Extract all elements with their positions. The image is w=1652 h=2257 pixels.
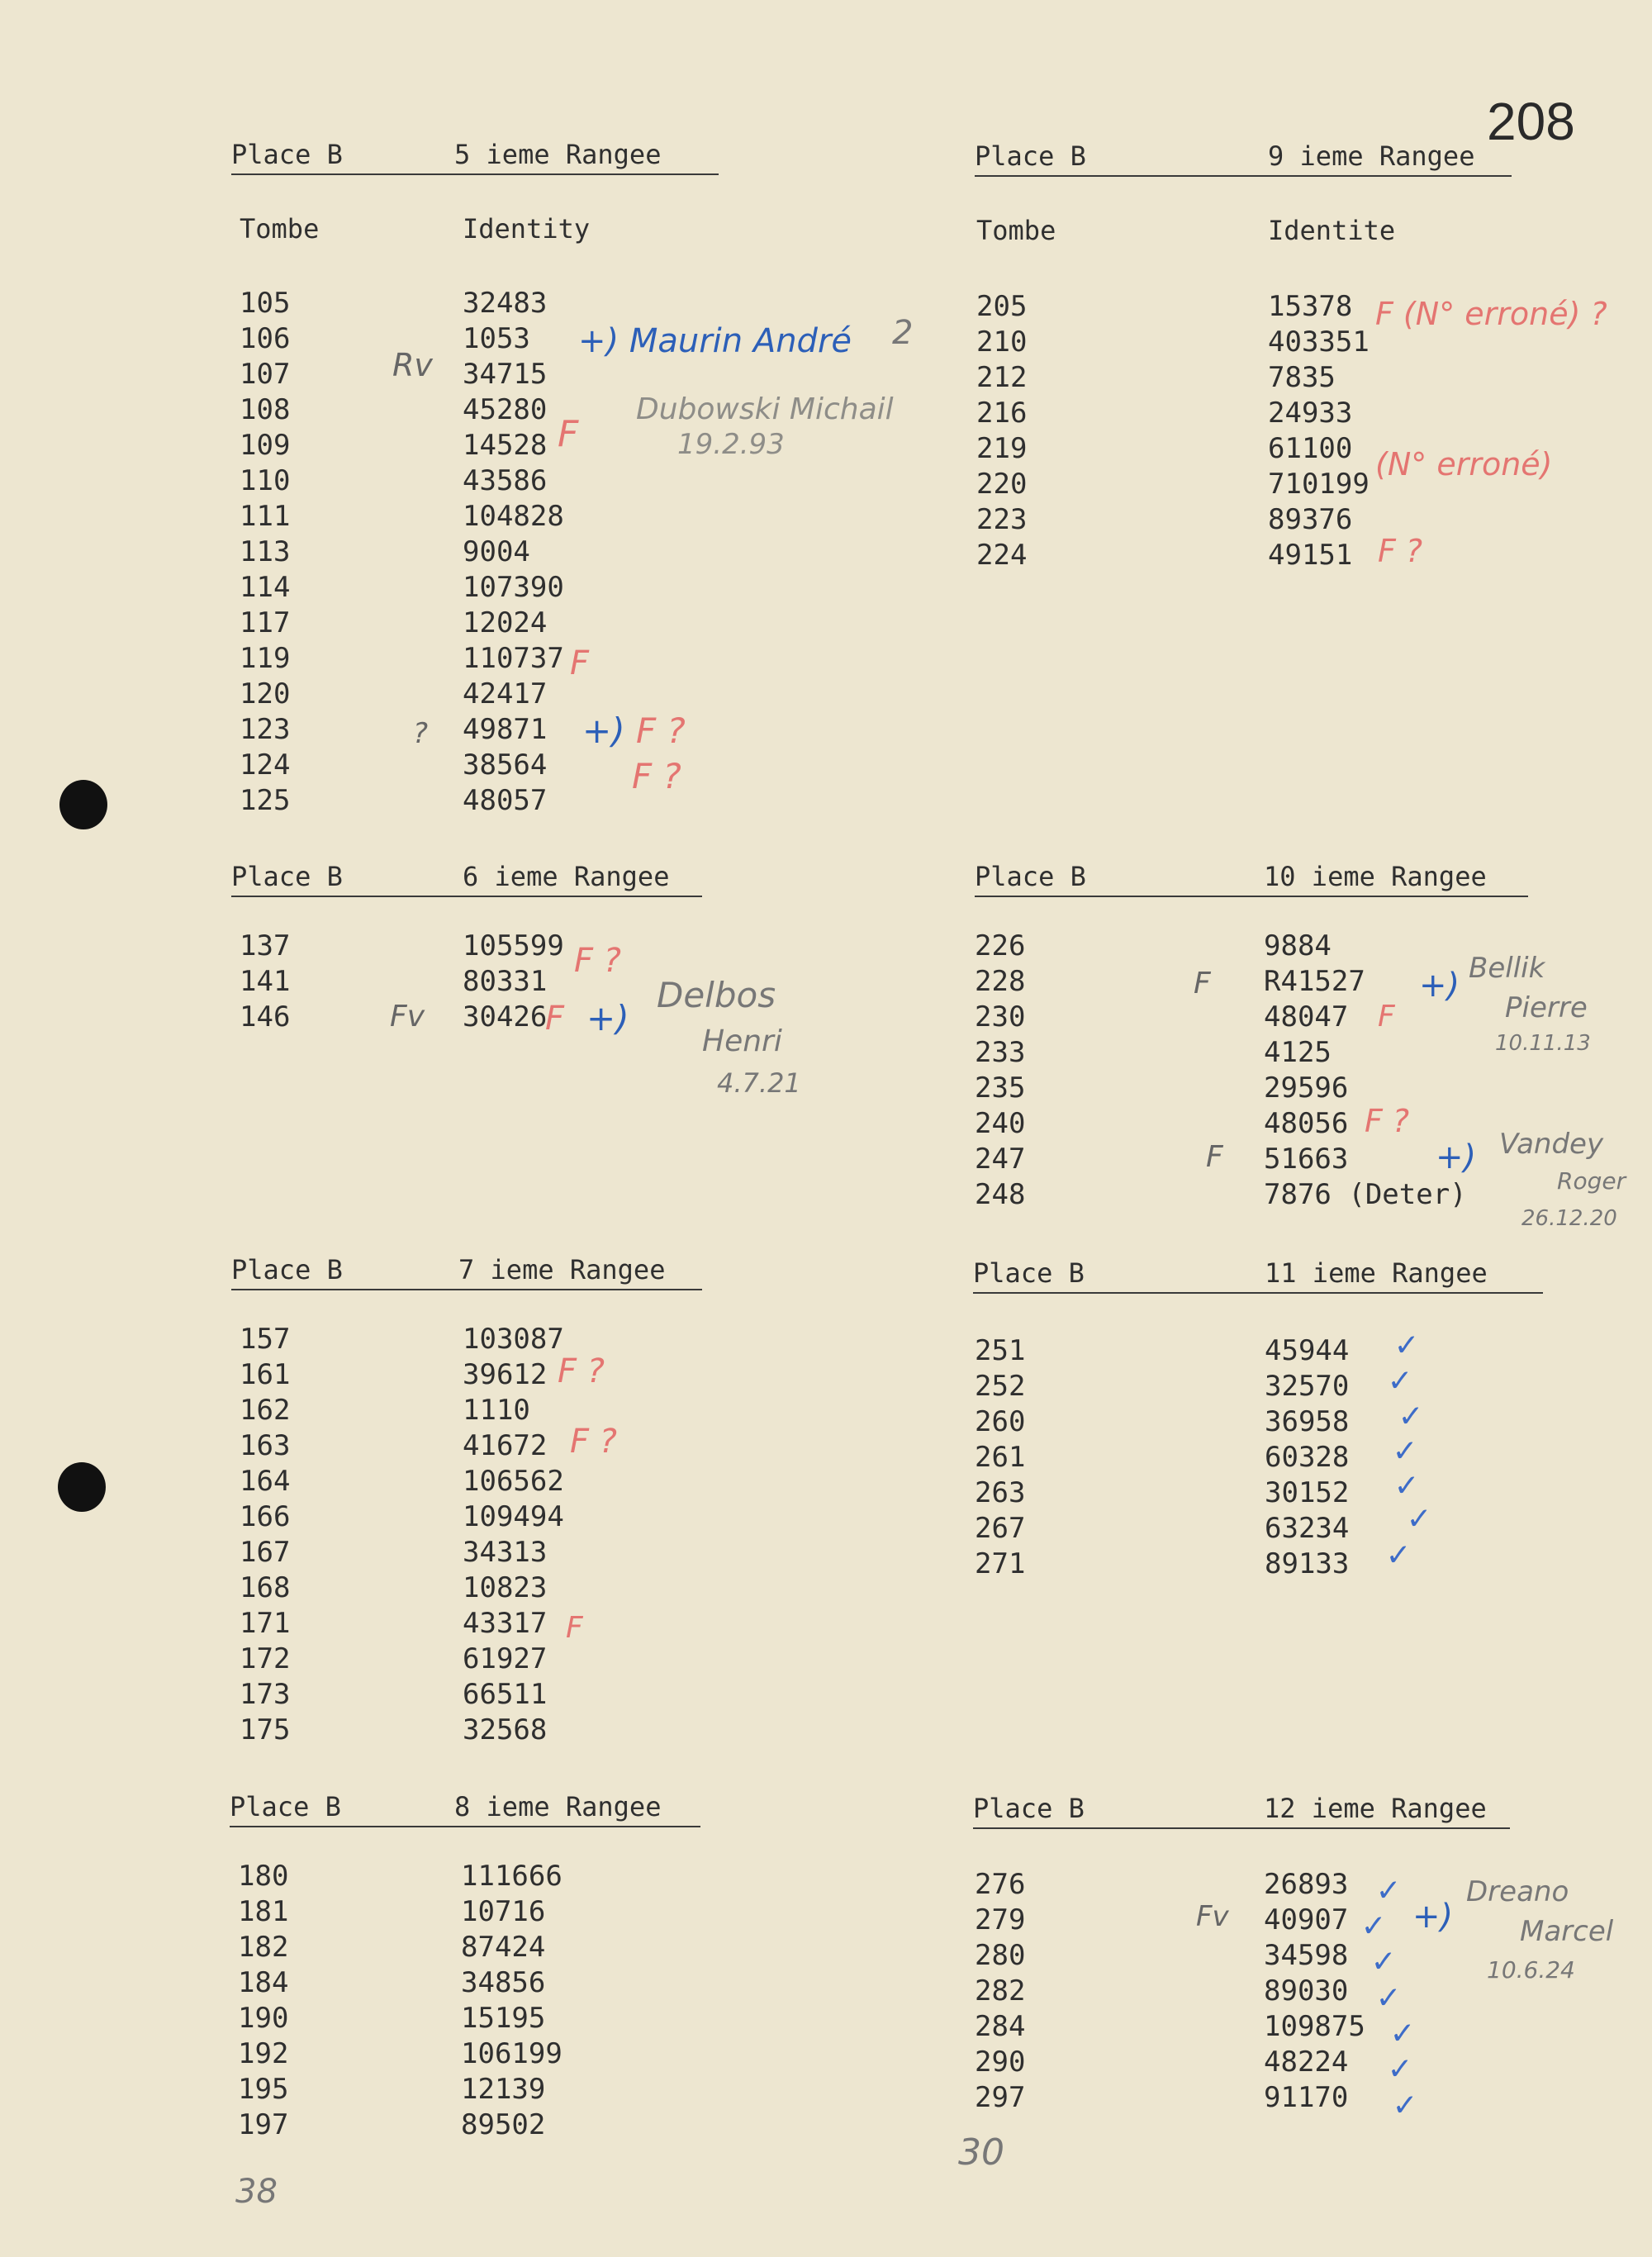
tombe-number: 220: [976, 468, 1028, 501]
section-row-8: [230, 1791, 890, 2221]
tombe-number: 282: [975, 1974, 1026, 2008]
identity-number: 36958: [1265, 1405, 1350, 1438]
identity-number: 110737: [463, 642, 564, 675]
identity-number: 45280: [463, 393, 548, 426]
tombe-number: 166: [240, 1500, 291, 1533]
section-header: [975, 861, 1635, 902]
identity-number: 106562: [463, 1465, 564, 1498]
identity-number: 106199: [461, 2037, 563, 2070]
entry-row: [231, 1393, 892, 1428]
header-underline: [231, 1289, 702, 1290]
entry-row: [973, 1475, 1634, 1511]
annotation-f-109: F: [558, 413, 579, 455]
tombe-number: 197: [238, 2108, 289, 2141]
identity-number: 42417: [463, 677, 548, 710]
checkmark-icon: ✓: [1389, 1359, 1411, 1399]
checkmark-icon: ✓: [1394, 1429, 1416, 1470]
tombe-number: 164: [240, 1465, 291, 1498]
annotation-dubowski: Dubowski Michail: [636, 392, 894, 426]
entry-row: [231, 606, 892, 641]
identity-number: 26893: [1264, 1868, 1349, 1901]
tombe-number: 247: [975, 1143, 1026, 1176]
annotation-dreano-date: 10.6.24: [1487, 1956, 1575, 1984]
annotation-f-error-220: (N° erroné): [1375, 446, 1553, 482]
entry-row: [231, 1499, 892, 1535]
entry-row: [230, 1859, 890, 1894]
header-underline: [975, 896, 1528, 897]
identity-number: 710199: [1268, 468, 1370, 501]
identity-number: 15195: [461, 2002, 546, 2035]
identity-number: 87424: [461, 1931, 546, 1964]
checkmark-icon: ✓: [1408, 1497, 1430, 1537]
entry-row: [973, 1547, 1634, 1582]
entry-row: [230, 2072, 890, 2107]
checkmark-icon: ✓: [1373, 1940, 1394, 1980]
checkmark-icon: ✓: [1388, 1533, 1409, 1574]
annotation-f-230: F: [1378, 1000, 1395, 1033]
tombe-number: 125: [240, 784, 291, 817]
annotation-fv-146: Fv: [390, 1000, 425, 1033]
annotation-f-146: F: [545, 1000, 565, 1038]
identity-number: 107390: [463, 571, 564, 604]
annotation-fq-137: F ?: [574, 942, 621, 980]
entry-row: [231, 1606, 892, 1642]
place-label: Place B: [230, 1791, 341, 1822]
header-underline: [231, 173, 719, 175]
annotation-bottom-left: 38: [235, 2173, 278, 2211]
entry-row: [231, 929, 892, 964]
identity-number: 24933: [1268, 397, 1353, 430]
tombe-number: 290: [975, 2046, 1026, 2079]
column-header-identity: Identity: [463, 213, 591, 245]
identity-number: 63234: [1265, 1512, 1350, 1545]
place-label: Place B: [975, 861, 1086, 892]
entry-row: [973, 1511, 1634, 1547]
tombe-number: 226: [975, 929, 1026, 962]
tombe-number: 284: [975, 2010, 1026, 2043]
identity-number: 49151: [1268, 539, 1353, 572]
entry-row: [231, 357, 892, 392]
annotation-fq-123: F ?: [636, 710, 686, 751]
annotation-cross-123: +): [582, 710, 625, 751]
tombe-number: 167: [240, 1536, 291, 1569]
identity-number: R41527: [1264, 965, 1365, 998]
tombe-number: 267: [975, 1512, 1026, 1545]
place-label: Place B: [231, 861, 343, 892]
identity-number: 89030: [1264, 1974, 1349, 2008]
header-underline: [231, 896, 702, 897]
annotation-f-228: F: [1194, 967, 1211, 1000]
section-row-11: [973, 1257, 1634, 1687]
row-label: 10 ieme Rangee: [1264, 861, 1487, 892]
tombe-number: 212: [976, 361, 1028, 394]
checkmark-icon: ✓: [1363, 1904, 1384, 1945]
identity-number: 61100: [1268, 432, 1353, 465]
identity-number: 45944: [1265, 1334, 1350, 1367]
column-header-tombe: Tombe: [976, 215, 1056, 246]
row-label: 6 ieme Rangee: [463, 861, 670, 892]
identity-number: 34715: [463, 358, 548, 391]
entry-row: [230, 1894, 890, 1930]
tombe-number: 248: [975, 1178, 1026, 1211]
identity-number: 43317: [463, 1607, 548, 1640]
identity-number: 10823: [463, 1571, 548, 1604]
checkmark-icon: ✓: [1392, 2012, 1413, 2052]
annotation-cross-279: +): [1412, 1898, 1454, 1936]
section-row-7: [231, 1254, 892, 1746]
identity-number: 15378: [1268, 290, 1353, 323]
punch-hole-top: [59, 780, 107, 829]
tombe-number: 205: [976, 290, 1028, 323]
identity-number: 38564: [463, 748, 548, 782]
entry-row: [230, 2107, 890, 2143]
entry-list: [230, 1859, 890, 2143]
column-header-tombe: Tombe: [240, 213, 320, 245]
tombe-number: 210: [976, 325, 1028, 359]
tombe-number: 105: [240, 287, 291, 320]
entry-row: [973, 1369, 1634, 1404]
entry-row: [231, 570, 892, 606]
entry-row: [975, 1071, 1635, 1106]
identity-number: 14528: [463, 429, 548, 462]
annotation-delbos-first: Henri: [702, 1024, 782, 1058]
annotation-cross-146: +): [586, 998, 629, 1038]
identity-number: 7835: [1268, 361, 1336, 394]
annotation-cross-247: +): [1436, 1138, 1477, 1176]
identity-number: 1053: [463, 322, 530, 355]
entry-row: [231, 499, 892, 535]
entry-list: [973, 1333, 1634, 1582]
tombe-number: 110: [240, 464, 291, 497]
identity-number: 48057: [463, 784, 548, 817]
annotation-fq-124: F ?: [632, 756, 681, 796]
identity-number: 12139: [461, 2073, 546, 2106]
entry-row: [231, 748, 892, 783]
tombe-number: 181: [238, 1895, 289, 1928]
identity-number: 80331: [463, 965, 548, 998]
identity-number: 41672: [463, 1429, 548, 1462]
annotation-bellik: Bellik: [1469, 952, 1545, 985]
identity-number: 111666: [461, 1860, 563, 1893]
tombe-number: 106: [240, 322, 291, 355]
row-label: 7 ieme Rangee: [458, 1254, 666, 1285]
identity-number: 60328: [1265, 1441, 1350, 1474]
entry-row: [231, 535, 892, 570]
identity-number: 105599: [463, 929, 564, 962]
row-label: 9 ieme Rangee: [1268, 140, 1475, 172]
identity-number: 109494: [463, 1500, 564, 1533]
punch-hole-bottom: [58, 1462, 106, 1512]
tombe-number: 111: [240, 500, 291, 533]
annotation-maurin: +) Maurin André: [578, 322, 852, 360]
tombe-number: 124: [240, 748, 291, 782]
header-underline: [975, 175, 1512, 177]
section-header: [975, 140, 1635, 182]
section-header: [973, 1257, 1634, 1299]
annotation-vandey: Vandey: [1499, 1128, 1604, 1161]
tombe-number: 109: [240, 429, 291, 462]
place-label: Place B: [231, 139, 343, 170]
tombe-number: 113: [240, 535, 291, 568]
identity-number: 39612: [463, 1358, 548, 1391]
tombe-number: 224: [976, 539, 1028, 572]
entry-row: [975, 538, 1635, 573]
tombe-number: 172: [240, 1642, 291, 1675]
place-label: Place B: [973, 1793, 1085, 1824]
tombe-number: 195: [238, 2073, 289, 2106]
annotation-delbos-date: 4.7.21: [717, 1067, 801, 1099]
annotation-dubowski-date: 19.2.93: [677, 428, 785, 461]
identity-number: 29596: [1264, 1071, 1349, 1105]
identity-number: 89133: [1265, 1547, 1350, 1580]
entry-row: [231, 1464, 892, 1499]
row-label: 12 ieme Rangee: [1264, 1793, 1487, 1824]
tombe-number: 108: [240, 393, 291, 426]
identity-number: 49871: [463, 713, 548, 746]
tombe-number: 141: [240, 965, 291, 998]
checkmark-icon: ✓: [1378, 1869, 1399, 1909]
tombe-number: 228: [975, 965, 1026, 998]
entry-row: [973, 2045, 1634, 2080]
section-row-12: [973, 1793, 1634, 2222]
tombe-number: 263: [975, 1476, 1026, 1509]
checkmark-icon: ✓: [1396, 1464, 1417, 1504]
identity-number: 32568: [463, 1713, 548, 1746]
tombe-number: 297: [975, 2081, 1026, 2114]
tombe-number: 119: [240, 642, 291, 675]
entry-row: [973, 1440, 1634, 1475]
tombe-number: 162: [240, 1394, 291, 1427]
tombe-number: 180: [238, 1860, 289, 1893]
identity-number: 34598: [1264, 1939, 1349, 1972]
annotation-delbos: Delbos: [657, 975, 776, 1015]
identity-number: 12024: [463, 606, 548, 639]
annotation-vandey-date: 26.12.20: [1521, 1206, 1617, 1231]
annotation-dreano-first: Marcel: [1520, 1915, 1614, 1948]
identity-number: 10716: [461, 1895, 546, 1928]
identity-number: 91170: [1264, 2081, 1349, 2114]
tombe-number: 190: [238, 2002, 289, 2035]
annotation-f-171: F: [566, 1611, 583, 1645]
annotation-fq-224: F ?: [1378, 533, 1423, 569]
tombe-number: 271: [975, 1547, 1026, 1580]
identity-number: 89376: [1268, 503, 1353, 536]
checkmark-icon: ✓: [1389, 2047, 1411, 2088]
tombe-number: 251: [975, 1334, 1026, 1367]
tombe-number: 233: [975, 1036, 1026, 1069]
identity-number: 104828: [463, 500, 564, 533]
entry-row: [230, 2001, 890, 2036]
checkmark-icon: ✓: [1400, 1395, 1422, 1435]
entry-row: [975, 502, 1635, 538]
tombe-number: 261: [975, 1441, 1026, 1474]
checkmark-icon: ✓: [1378, 1976, 1399, 2017]
entry-row: [231, 1713, 892, 1748]
entry-row: [230, 1965, 890, 2001]
identity-number: 51663: [1264, 1143, 1349, 1176]
place-label: Place B: [231, 1254, 343, 1285]
column-header-identite: Identite: [1268, 215, 1396, 246]
entry-row: [231, 712, 892, 748]
tombe-number: 137: [240, 929, 291, 962]
annotation-fq-240: F ?: [1365, 1103, 1410, 1139]
section-header: [231, 139, 892, 180]
tombe-number: 182: [238, 1931, 289, 1964]
identity-number: 103087: [463, 1323, 564, 1356]
tombe-number: 260: [975, 1405, 1026, 1438]
tombe-number: 123: [240, 713, 291, 746]
row-label: 11 ieme Rangee: [1265, 1257, 1488, 1289]
entry-row: [231, 964, 892, 1000]
identity-number: 30426: [463, 1000, 548, 1033]
tombe-number: 235: [975, 1071, 1026, 1105]
tombe-number: 146: [240, 1000, 291, 1033]
tombe-number: 120: [240, 677, 291, 710]
place-label: Place B: [975, 140, 1086, 172]
tombe-number: 279: [975, 1903, 1026, 1936]
entry-list: [231, 286, 892, 819]
identity-number: 32570: [1265, 1370, 1350, 1403]
annotation-question-2: 2: [892, 314, 914, 352]
entry-row: [231, 783, 892, 819]
tombe-number: 276: [975, 1868, 1026, 1901]
tombe-number: 175: [240, 1713, 291, 1746]
entry-row: [231, 1428, 892, 1464]
tombe-number: 252: [975, 1370, 1026, 1403]
row-label: 8 ieme Rangee: [454, 1791, 662, 1822]
annotation-fq-163: F ?: [570, 1423, 617, 1461]
identity-number: 89502: [461, 2108, 546, 2141]
annotation-f-247: F: [1206, 1140, 1223, 1174]
section-header: [231, 1254, 892, 1295]
identity-number: 30152: [1265, 1476, 1350, 1509]
tombe-number: 240: [975, 1107, 1026, 1140]
annotation-q-123: ?: [413, 717, 429, 750]
entry-row: [973, 2009, 1634, 2045]
entry-row: [973, 2080, 1634, 2116]
tombe-number: 216: [976, 397, 1028, 430]
identity-number: 61927: [463, 1642, 548, 1675]
annotation-vandey-first: Roger: [1557, 1167, 1626, 1195]
identity-number: 109875: [1264, 2010, 1365, 2043]
tombe-number: 219: [976, 432, 1028, 465]
annotation-bellik-first: Pierre: [1505, 991, 1588, 1024]
identity-number: 48047: [1264, 1000, 1349, 1033]
header-underline: [973, 1292, 1543, 1294]
identity-number: 1110: [463, 1394, 530, 1427]
entry-row: [975, 396, 1635, 431]
checkmark-icon: ✓: [1396, 1323, 1417, 1364]
tombe-number: 117: [240, 606, 291, 639]
row-label: 5 ieme Rangee: [454, 139, 662, 170]
tombe-number: 173: [240, 1678, 291, 1711]
annotation-f-error-210: F (N° erroné) ?: [1375, 296, 1607, 332]
identity-number: 4125: [1264, 1036, 1332, 1069]
section-header: [231, 861, 892, 902]
annotation-cross-228: +): [1419, 967, 1460, 1005]
entry-row: [230, 2036, 890, 2072]
annotation-bottom-mid: 30: [958, 2131, 1004, 2174]
entry-row: [231, 1570, 892, 1606]
tombe-number: 168: [240, 1571, 291, 1604]
entry-row: [231, 463, 892, 499]
place-label: Place B: [973, 1257, 1085, 1289]
tombe-number: 280: [975, 1939, 1026, 1972]
tombe-number: 230: [975, 1000, 1026, 1033]
entry-row: [231, 1535, 892, 1570]
checkmark-icon: ✓: [1394, 2084, 1416, 2124]
identity-number: 40907: [1264, 1903, 1349, 1936]
identity-number: 34856: [461, 1966, 546, 1999]
tombe-number: 223: [976, 503, 1028, 536]
identity-number: 9884: [1264, 929, 1332, 962]
tombe-number: 184: [238, 1966, 289, 1999]
tombe-number: 163: [240, 1429, 291, 1462]
identity-number: 34313: [463, 1536, 548, 1569]
entry-row: [973, 1333, 1634, 1369]
entry-row: [973, 1404, 1634, 1440]
annotation-fv-279: Fv: [1196, 1900, 1229, 1933]
annotation-fq-161: F ?: [558, 1352, 605, 1390]
tombe-number: 107: [240, 358, 291, 391]
identity-number: 48224: [1264, 2046, 1349, 2079]
tombe-number: 114: [240, 571, 291, 604]
identity-number: 7876 (Deter): [1264, 1178, 1467, 1211]
page-number: 208: [1487, 92, 1575, 151]
identity-number: 32483: [463, 287, 548, 320]
annotation-f-119: F: [570, 644, 590, 682]
tombe-number: 192: [238, 2037, 289, 2070]
annotation-dreano: Dreano: [1466, 1875, 1569, 1908]
header-underline: [230, 1826, 700, 1827]
entry-row: [231, 1677, 892, 1713]
tombe-number: 161: [240, 1358, 291, 1391]
entry-row: [975, 360, 1635, 396]
entry-row: [231, 1642, 892, 1677]
entry-row: [231, 677, 892, 712]
entry-row: [231, 286, 892, 321]
identity-number: 9004: [463, 535, 530, 568]
annotation-rv-107: Rv: [392, 347, 433, 383]
entry-row: [230, 1930, 890, 1965]
identity-number: 66511: [463, 1678, 548, 1711]
identity-number: 48056: [1264, 1107, 1349, 1140]
identity-number: 403351: [1268, 325, 1370, 359]
section-header: [973, 1793, 1634, 1834]
annotation-bellik-date: 10.11.13: [1495, 1031, 1591, 1056]
tombe-number: 171: [240, 1607, 291, 1640]
section-header: [230, 1791, 890, 1832]
section-row-9: [975, 140, 1635, 570]
tombe-number: 157: [240, 1323, 291, 1356]
entry-row: [231, 641, 892, 677]
header-underline: [973, 1827, 1510, 1829]
identity-number: 43586: [463, 464, 548, 497]
